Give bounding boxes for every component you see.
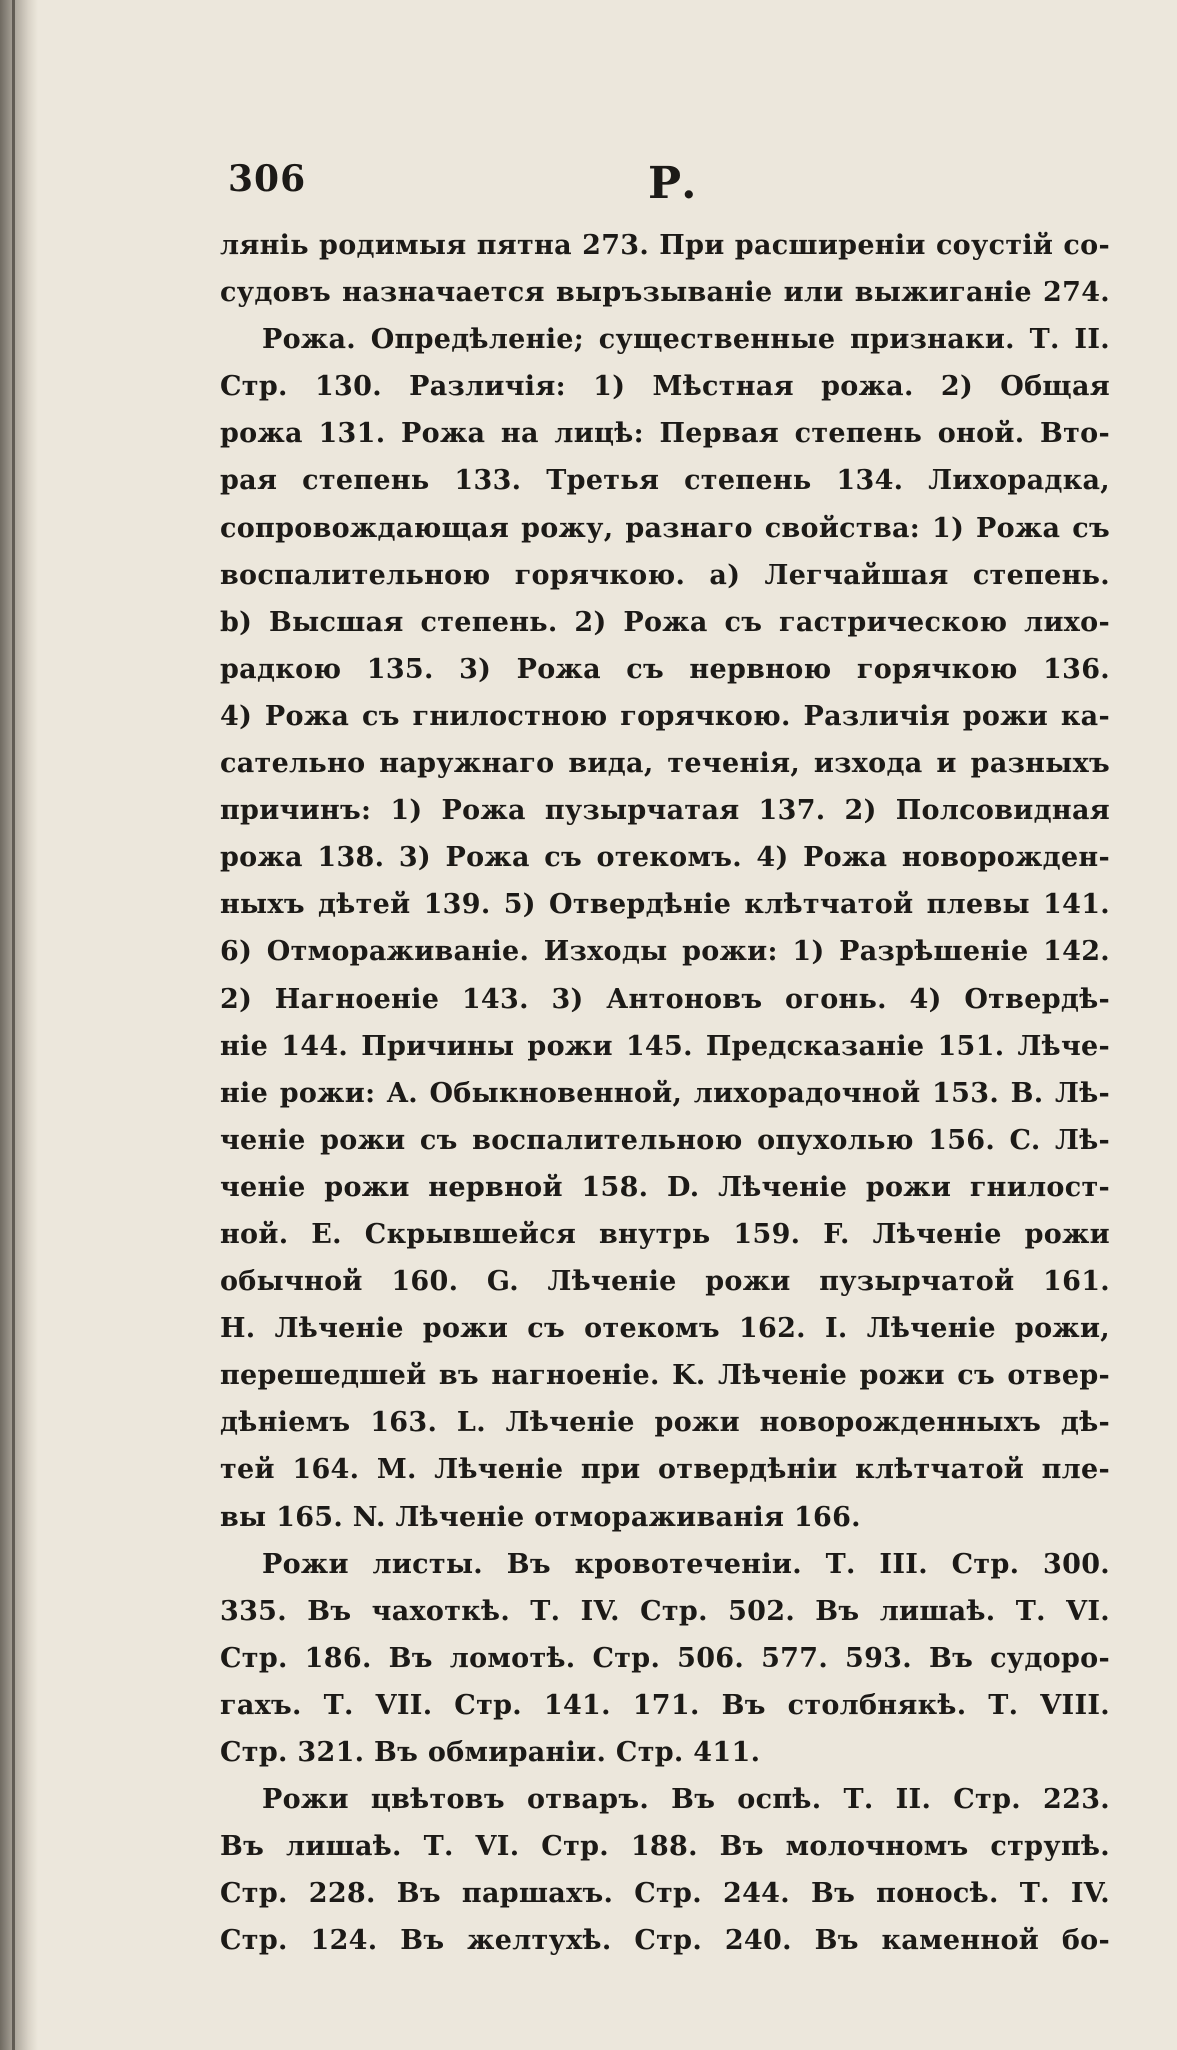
text-line: 6) Отмораживаніе. Изходы рожи: 1) Разрѣшеніе 142. [220, 936, 1110, 968]
text-line: ныхъ дѣтей 139. 5) Отвердѣніе клѣтчатой плевы 141. [220, 889, 1110, 921]
text-line: рожа 138. 3) Рожа съ отекомъ. 4) Рожа новорожден- [220, 842, 1110, 874]
text-line: сательно наружнаго вида, теченія, изхода и разныхъ [220, 748, 1110, 780]
text-line: Стр. 186. Въ ломотѣ. Стр. 506. 577. 593. Въ судоро- [220, 1642, 1110, 1674]
page-header [228, 158, 1108, 208]
text-line: ніе рожи: A. Обыкновенной, лихорадочной 153. B. Лѣ- [220, 1077, 1110, 1109]
text-line: 335. Въ чахоткѣ. Т. IV. Стр. 502. Въ лишаѣ. Т. VI. [220, 1595, 1110, 1627]
text-line: ченіе рожи съ воспалительною опухолью 156. C. Лѣ- [220, 1124, 1110, 1156]
text-line: обычной 160. G. Лѣченіе рожи пузырчатой 161. [220, 1266, 1110, 1298]
text-line: гахъ. Т. VII. Стр. 141. 171. Въ столбнякѣ. Т. VIII. [220, 1689, 1110, 1721]
entry-heading-line: Рожи цвѣтовъ отваръ. Въ оспѣ. Т. II. Стр. 223. [262, 1784, 1110, 1816]
text-line: рая степень 133. Третья степень 134. Лихорадка, [220, 465, 1110, 497]
text-line: 4) Рожа съ гнилостною горячкою. Различія рожи ка- [220, 700, 1110, 732]
page-number: 306 [228, 158, 307, 200]
text-line: ченіе рожи нервной 158. D. Лѣченіе рожи гнилост- [220, 1171, 1110, 1203]
text-line: b) Высшая степень. 2) Рожа съ гастрическою лихо- [220, 606, 1110, 638]
text-line: Въ лишаѣ. Т. VI. Стр. 188. Въ молочномъ струпѣ. [220, 1831, 1110, 1863]
text-line: Стр. 228. Въ паршахъ. Стр. 244. Въ поносѣ. Т. IV. [220, 1878, 1110, 1910]
running-head: Р. [648, 158, 697, 209]
text-line: судовъ назначается выръзываніе или выжиганіе 274. [220, 277, 1110, 309]
text-line: перешедшей въ нагноеніе. K. Лѣченіе рожи съ отвер- [220, 1360, 1110, 1392]
text-line-paragraph-end: Стр. 321. Въ обмираніи. Стр. 411. [220, 1737, 761, 1768]
text-line: H. Лѣченіе рожи съ отекомъ 162. I. Лѣченіе рожи, [220, 1313, 1110, 1345]
page-body [220, 222, 1110, 1964]
text-line: 2) Нагноеніе 143. 3) Антоновъ огонь. 4) Отвердѣ- [220, 983, 1110, 1015]
text-line: причинъ: 1) Рожа пузырчатая 137. 2) Полсовидная [220, 795, 1110, 827]
text-line: воспалительною горячкою. а) Легчайшая степень. [220, 559, 1110, 591]
text-line: Стр. 124. Въ желтухѣ. Стр. 240. Въ каменной бо- [220, 1925, 1110, 1957]
text-line: ніе 144. Причины рожи 145. Предсказаніе 151. Лѣче- [220, 1030, 1110, 1062]
text-line-paragraph-end: вы 165. N. Лѣченіе отмораживанія 166. [220, 1501, 861, 1533]
text-line: сопровождающая рожу, разнаго свойства: 1) Рожа съ [220, 512, 1110, 544]
entry-heading-line: Рожа. Опредѣленіе; существенные признаки. Т. II. [262, 324, 1110, 356]
text-line: дѣніемъ 163. L. Лѣченіе рожи новорожденныхъ дѣ- [220, 1407, 1110, 1439]
text-line: ляніь родимыя пятна 273. При расширеніи соустій со- [220, 230, 1110, 261]
text-line: тей 164. M. Лѣченіе при отвердѣніи клѣтчатой пле- [220, 1454, 1110, 1486]
text-line: радкою 135. 3) Рожа съ нервною горячкою 136. [220, 653, 1110, 685]
text-line: рожа 131. Рожа на лицѣ: Первая степень оной. Вто- [220, 418, 1110, 450]
spine-shadow [0, 0, 38, 2050]
text-line: ной. E. Скрывшейся внутрь 159. F. Лѣченіе рожи [220, 1218, 1110, 1250]
text-line: Стр. 130. Различія: 1) Мѣстная рожа. 2) Общая [220, 371, 1110, 403]
entry-heading-line: Рожи листы. Въ кровотеченіи. Т. III. Стр. 300. [262, 1548, 1110, 1580]
spine-edge [12, 0, 15, 2050]
